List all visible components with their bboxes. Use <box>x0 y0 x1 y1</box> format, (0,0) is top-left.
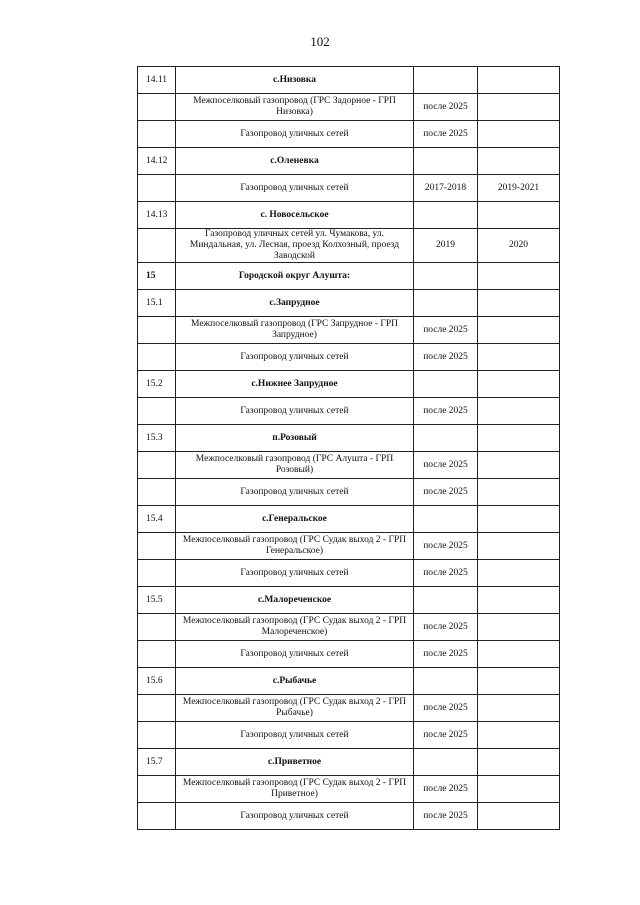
row-name-cell: Газопровод уличных сетей <box>176 641 414 668</box>
gas-pipeline-table <box>137 66 560 830</box>
table-row <box>138 803 560 830</box>
end-period-cell <box>478 668 560 695</box>
end-period-cell <box>478 614 560 641</box>
row-name-cell: с.Рыбачье <box>176 668 414 695</box>
end-period-cell <box>478 344 560 371</box>
end-period-cell: 2020 <box>478 229 560 263</box>
start-period-cell <box>414 202 478 229</box>
start-period-cell <box>414 587 478 614</box>
row-number-cell <box>138 479 176 506</box>
row-number-cell <box>138 229 176 263</box>
table-row <box>138 229 560 263</box>
row-number-cell <box>138 94 176 121</box>
row-name-cell: Газопровод уличных сетей <box>176 121 414 148</box>
row-name-cell: Межпоселковый газопровод (ГРС Судак выход 2 - ГРП Генеральское) <box>176 533 414 560</box>
row-name-cell: с.Приветное <box>176 749 414 776</box>
start-period-cell: после 2025 <box>414 560 478 587</box>
section-row <box>138 148 560 175</box>
table-row <box>138 398 560 425</box>
start-period-cell: после 2025 <box>414 317 478 344</box>
page-number: 102 <box>310 34 330 49</box>
row-name-cell: Межпоселковый газопровод (ГРС Задорное - ГРП Низовка) <box>176 94 414 121</box>
start-period-cell: после 2025 <box>414 479 478 506</box>
table-row <box>138 344 560 371</box>
end-period-cell <box>478 290 560 317</box>
start-period-cell <box>414 425 478 452</box>
end-period-cell <box>478 121 560 148</box>
row-name-cell: Межпоселковый газопровод (ГРС Судак выход 2 - ГРП Рыбачье) <box>176 695 414 722</box>
section-row <box>138 371 560 398</box>
table-row <box>138 317 560 344</box>
row-name-cell: с.Нижнее Запрудное <box>176 371 414 398</box>
end-period-cell <box>478 560 560 587</box>
row-name-cell: с.Генеральское <box>176 506 414 533</box>
start-period-cell: после 2025 <box>414 641 478 668</box>
row-number-cell: 14.12 <box>138 148 176 175</box>
row-name-cell: Межпоселковый газопровод (ГРС Судак выход 2 - ГРП Приветное) <box>176 776 414 803</box>
start-period-cell: после 2025 <box>414 533 478 560</box>
end-period-cell <box>478 641 560 668</box>
table-row <box>138 175 560 202</box>
section-row <box>138 425 560 452</box>
end-period-cell <box>478 94 560 121</box>
start-period-cell: после 2025 <box>414 452 478 479</box>
row-number-cell: 15.7 <box>138 749 176 776</box>
row-name-cell: Городской округ Алушта: <box>176 263 414 290</box>
row-name-cell: Газопровод уличных сетей <box>176 560 414 587</box>
table-row <box>138 776 560 803</box>
row-name-cell: Газопровод уличных сетей <box>176 479 414 506</box>
row-name-cell: Межпоселковый газопровод (ГРС Запрудное - ГРП Запрудное) <box>176 317 414 344</box>
end-period-cell <box>478 695 560 722</box>
row-name-cell: Межпоселковый газопровод (ГРС Судак выход 2 - ГРП Малореченское) <box>176 614 414 641</box>
end-period-cell <box>478 398 560 425</box>
section-row <box>138 749 560 776</box>
start-period-cell: после 2025 <box>414 776 478 803</box>
end-period-cell <box>478 479 560 506</box>
table-row <box>138 479 560 506</box>
end-period-cell <box>478 263 560 290</box>
end-period-cell <box>478 776 560 803</box>
row-number-cell: 14.13 <box>138 202 176 229</box>
row-number-cell: 15.6 <box>138 668 176 695</box>
row-number-cell <box>138 121 176 148</box>
row-number-cell <box>138 452 176 479</box>
start-period-cell <box>414 668 478 695</box>
table-row <box>138 94 560 121</box>
table-row <box>138 641 560 668</box>
section-row <box>138 67 560 94</box>
end-period-cell <box>478 317 560 344</box>
end-period-cell: 2019-2021 <box>478 175 560 202</box>
row-name-cell: п.Розовый <box>176 425 414 452</box>
row-number-cell <box>138 641 176 668</box>
row-name-cell: с.Низовка <box>176 67 414 94</box>
start-period-cell: после 2025 <box>414 614 478 641</box>
row-name-cell: с.Малореченское <box>176 587 414 614</box>
section-row <box>138 290 560 317</box>
row-number-cell: 14.11 <box>138 67 176 94</box>
row-number-cell <box>138 803 176 830</box>
start-period-cell: 2019 <box>414 229 478 263</box>
start-period-cell: после 2025 <box>414 121 478 148</box>
start-period-cell <box>414 749 478 776</box>
row-number-cell: 15.3 <box>138 425 176 452</box>
end-period-cell <box>478 202 560 229</box>
row-number-cell <box>138 533 176 560</box>
section-row <box>138 263 560 290</box>
row-number-cell <box>138 398 176 425</box>
start-period-cell <box>414 148 478 175</box>
start-period-cell: после 2025 <box>414 695 478 722</box>
section-row <box>138 587 560 614</box>
start-period-cell <box>414 506 478 533</box>
row-name-cell: Газопровод уличных сетей <box>176 803 414 830</box>
start-period-cell: после 2025 <box>414 722 478 749</box>
row-name-cell: с.Оленевка <box>176 148 414 175</box>
start-period-cell: после 2025 <box>414 344 478 371</box>
row-name-cell: Газопровод уличных сетей <box>176 398 414 425</box>
table-row <box>138 722 560 749</box>
start-period-cell: после 2025 <box>414 398 478 425</box>
end-period-cell <box>478 425 560 452</box>
row-name-cell: Газопровод уличных сетей <box>176 722 414 749</box>
table-row <box>138 614 560 641</box>
start-period-cell: после 2025 <box>414 94 478 121</box>
row-number-cell: 15.4 <box>138 506 176 533</box>
start-period-cell <box>414 371 478 398</box>
row-name-cell: с. Новосельское <box>176 202 414 229</box>
end-period-cell <box>478 749 560 776</box>
table-row <box>138 533 560 560</box>
row-number-cell <box>138 776 176 803</box>
row-number-cell <box>138 614 176 641</box>
table-row <box>138 560 560 587</box>
end-period-cell <box>478 371 560 398</box>
row-name-cell: Межпоселковый газопровод (ГРС Алушта - ГРП Розовый) <box>176 452 414 479</box>
start-period-cell <box>414 263 478 290</box>
end-period-cell <box>478 587 560 614</box>
row-number-cell: 15.5 <box>138 587 176 614</box>
row-number-cell <box>138 317 176 344</box>
end-period-cell <box>478 452 560 479</box>
end-period-cell <box>478 533 560 560</box>
start-period-cell: 2017-2018 <box>414 175 478 202</box>
row-number-cell <box>138 344 176 371</box>
row-number-cell: 15 <box>138 263 176 290</box>
table-row <box>138 121 560 148</box>
end-period-cell <box>478 148 560 175</box>
table-row <box>138 452 560 479</box>
start-period-cell <box>414 290 478 317</box>
end-period-cell <box>478 803 560 830</box>
row-name-cell: Газопровод уличных сетей <box>176 344 414 371</box>
row-number-cell: 15.1 <box>138 290 176 317</box>
row-name-cell: с.Запрудное <box>176 290 414 317</box>
row-name-cell: Газопровод уличных сетей <box>176 175 414 202</box>
row-name-cell: Газопровод уличных сетей ул. Чумакова, ул. Миндальная, ул. Лесная, проезд Колхозный, проезд Заводской <box>176 229 414 263</box>
end-period-cell <box>478 67 560 94</box>
row-number-cell <box>138 722 176 749</box>
start-period-cell <box>414 67 478 94</box>
table-body <box>138 67 560 830</box>
start-period-cell: после 2025 <box>414 803 478 830</box>
row-number-cell <box>138 175 176 202</box>
row-number-cell <box>138 560 176 587</box>
row-number-cell: 15.2 <box>138 371 176 398</box>
section-row <box>138 202 560 229</box>
end-period-cell <box>478 722 560 749</box>
section-row <box>138 668 560 695</box>
table-row <box>138 695 560 722</box>
row-number-cell <box>138 695 176 722</box>
end-period-cell <box>478 506 560 533</box>
section-row <box>138 506 560 533</box>
